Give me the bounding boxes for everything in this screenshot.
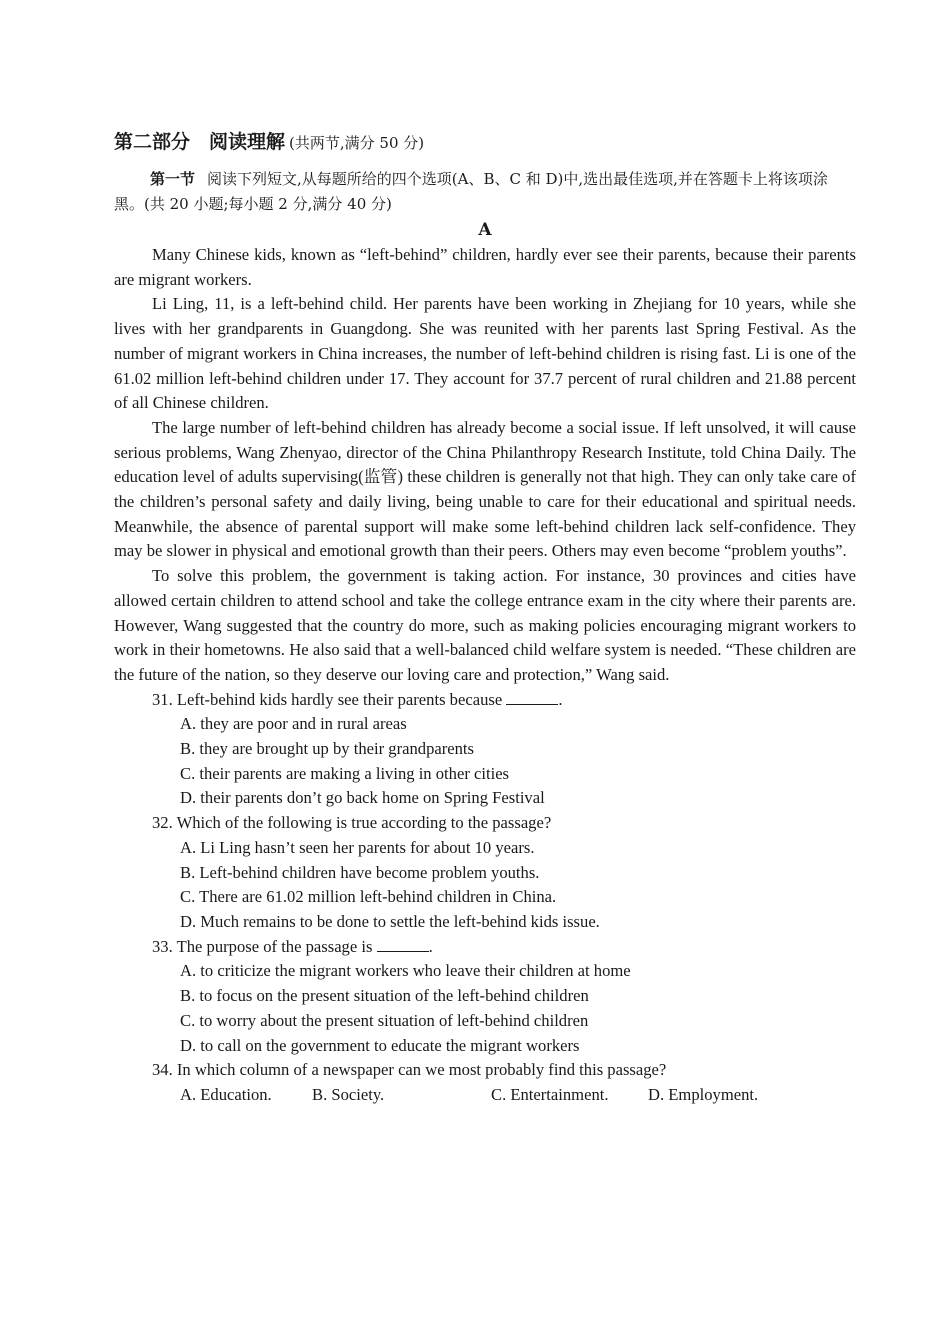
question-32-option-d: D. Much remains to be done to settle the left-behind kids issue. <box>180 911 600 931</box>
question-33-option-a: A. to criticize the migrant workers who leave their children at home <box>180 961 631 981</box>
question-32-option-a: A. Li Ling hasn’t seen her parents for about 10 years. <box>180 837 535 857</box>
question-34-option-a: A. Education. <box>180 1084 272 1104</box>
question-32-option-b: B. Left-behind children have become problem youths. <box>180 862 540 882</box>
passage-paragraph: The large number of left-behind children has already become a social issue. If left unsolved, it will cause serious problems, Wang Zhenyao, director of the China Philanthropy Research Institute, told China Daily. The education level of adults supervising(监管) these children is generally not that high. They can only take care of the children’s personal safety and daily living, being unable to care for their educational and spiritual needs. Meanwhile, the absence of parental support will make some left-behind children lack self-confidence. They may be slower in physical and emotional growth than their peers. Others may even become “problem youths”. <box>114 417 856 561</box>
answer-blank <box>506 688 558 705</box>
part-title-subtitle: (共两节,满分 50 分) <box>289 134 425 152</box>
passage-paragraph: Li Ling, 11, is a left-behind child. Her parents have been working in Zhejiang for 10 years, while she lives with her grandparents in Guangdong. She was reunited with her parents last Spring Festival. As the number of migrant workers in China increases, the number of left-behind children is rising fast. Li is one of the 61.02 million left-behind children under 17. They account for 37.7 percent of rural children and 21.88 percent of all Chinese children. <box>114 294 856 413</box>
question-list <box>114 688 856 1108</box>
question-33-end: . <box>428 936 433 956</box>
passage-paragraph: Many Chinese kids, known as “left-behind” children, hardly ever see their parents, because their parents are migrant workers. <box>114 245 856 289</box>
question-31-end: . <box>558 689 563 709</box>
question-31-option-d: D. their parents don’t go back home on Spring Festival <box>180 788 545 808</box>
passage-paragraph: To solve this problem, the government is taking action. For instance, 30 provinces and cities have allowed certain children to attend school and take the college entrance exam in the city where their parents are. However, Wang suggested that the country do more, such as making policies encouraging migrant workers to work in their hometowns. He also said that a well-balanced child welfare system is needed. “These children are the future of the nation, so they deserve our loving care and protection,” Wang said. <box>114 566 856 684</box>
passage-letter: A <box>478 220 492 240</box>
section-instructions <box>114 167 856 217</box>
question-31-stem: 31. Left-behind kids hardly see their parents because <box>152 689 503 709</box>
section-label: 第一节 <box>150 170 196 188</box>
question-34-option-b: B. Society. <box>312 1084 385 1104</box>
question-31-option-a: A. they are poor and in rural areas <box>180 714 407 734</box>
question-31 <box>114 688 856 713</box>
question-33 <box>114 935 856 960</box>
question-33-option-c: C. to worry about the present situation of left-behind children <box>180 1010 589 1030</box>
passage <box>114 243 856 688</box>
question-34-option-c: C. Entertainment. <box>491 1084 609 1104</box>
part-title <box>114 128 856 157</box>
section-instructions-text: 阅读下列短文,从每题所给的四个选项(A、B、C 和 D)中,选出最佳选项,并在答题卡上将该项涂黑。(共 20 小题;每小题 2 分,满分 40 分) <box>114 170 828 213</box>
question-34-option-d: D. Employment. <box>648 1084 759 1104</box>
question-33-stem: 33. The purpose of the passage is <box>152 936 373 956</box>
question-31-option-c: C. their parents are making a living in other cities <box>180 763 510 783</box>
part-title-main: 第二部分 阅读理解 <box>114 131 286 153</box>
question-34-options <box>114 1083 856 1108</box>
question-33-option-d: D. to call on the government to educate the migrant workers <box>180 1035 580 1055</box>
question-33-option-b: B. to focus on the present situation of the left-behind children <box>180 986 589 1006</box>
question-34: 34. In which column of a newspaper can we most probably find this passage? <box>152 1060 667 1080</box>
question-32-option-c: C. There are 61.02 million left-behind children in China. <box>180 887 557 907</box>
question-31-option-b: B. they are brought up by their grandparents <box>180 739 474 759</box>
exam-page <box>114 128 856 1108</box>
question-32: 32. Which of the following is true according to the passage? <box>152 813 552 833</box>
answer-blank <box>377 935 429 952</box>
